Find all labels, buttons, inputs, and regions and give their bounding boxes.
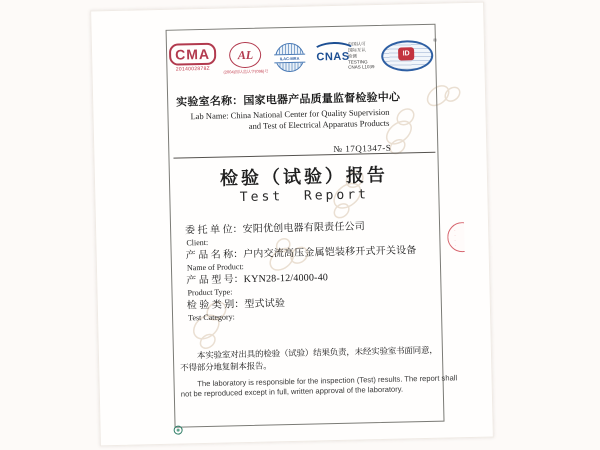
report-number-prefix: № — [333, 143, 343, 155]
field-label-en: Client: — [186, 237, 209, 248]
report-number-value: 17Q1347-S — [345, 142, 392, 154]
green-stamp-icon — [174, 426, 183, 435]
report-title-en: Test Report — [239, 187, 370, 206]
report-fields — [185, 220, 437, 326]
certificate-border-frame — [166, 24, 458, 428]
ilac-mra-label: ILAC-MRA — [274, 54, 305, 64]
accreditation-line: CNAS L1039 — [348, 64, 375, 71]
cnas-logo — [311, 42, 350, 73]
accreditation-line: 中国认可 — [347, 41, 366, 47]
field-value: 安阳优创电器有限责任公司 — [242, 221, 366, 236]
report-title-zh: 检验（试验）报告 — [219, 164, 389, 189]
field-test-category — [187, 295, 437, 323]
globe-icon — [381, 37, 437, 72]
field-value: KYN28-12/4000-40 — [243, 272, 329, 286]
ilac-globe-icon — [275, 43, 305, 73]
registered-trademark-icon: ® — [433, 37, 437, 44]
lab-name-zh-label: 实验室名称： — [176, 95, 244, 109]
accreditation-line: 国际互认 — [347, 47, 366, 53]
red-seal-text-marks: · · · · — [454, 227, 456, 248]
lab-name-en-label: Lab Name: — [190, 110, 229, 122]
al-logo — [223, 42, 269, 76]
field-label-en: Product Type: — [187, 287, 233, 298]
field-label-zh: 产 品 型 号： — [186, 274, 244, 287]
statement-block — [180, 344, 458, 400]
field-label-zh: 产 品 名 称： — [185, 249, 244, 262]
accreditation-line: 检测 — [347, 53, 357, 59]
field-value: 型式试验 — [244, 298, 286, 311]
al-mark-icon: AL — [229, 42, 262, 69]
lab-name-block — [176, 88, 433, 133]
accreditation-line: TESTING — [347, 58, 368, 65]
red-seal — [447, 222, 465, 256]
lab-name-en — [176, 106, 432, 133]
cma-number: 2014002878Z — [175, 65, 211, 73]
lab-name-en-line2: and Test of Electrical Apparatus Products — [248, 117, 390, 131]
field-label-zh: 检 验 类 别： — [186, 299, 245, 312]
statement-en-line1: The laboratory is responsible for the inspection (Test) results. The report shall — [197, 373, 458, 389]
lab-name-zh-value: 国家电器产品质量监督检验中心 — [243, 91, 401, 108]
cnas-label: CNAS — [316, 50, 350, 64]
field-client — [185, 220, 435, 248]
ilac-mra-logo — [275, 41, 305, 73]
statement-zh-line2: 不得部分地复制本报告。 — [180, 360, 272, 373]
al-caption: (2004)国认监认字(096)号 — [223, 68, 269, 75]
field-product-type — [186, 270, 436, 298]
field-product-name — [186, 245, 436, 273]
certification-logos-row — [169, 37, 437, 84]
globe-certification-logo — [381, 37, 437, 72]
field-value: 户内交流高压金属铠装移开式开关设备 — [243, 245, 417, 261]
statement-en-line2: not be reproduced except in full, written approval of the laboratory. — [180, 384, 404, 399]
red-seal-circle-icon — [447, 222, 465, 252]
field-label-en: Name of Product: — [186, 262, 244, 273]
statement-zh-line1: 本实验室对出具的检验（试验）结果负责，未经实验室书面同意， — [196, 344, 438, 361]
cma-mark-icon: CMA — [169, 43, 216, 66]
lab-name-en-line1: China National Center for Quality Supervision — [230, 106, 390, 121]
cma-logo — [169, 43, 217, 73]
globe-emblem-icon: ID — [398, 47, 414, 60]
field-label-en: Test Category: — [188, 312, 235, 323]
field-label-zh: 委 托 单 位： — [185, 224, 243, 237]
certificate-page — [90, 2, 494, 447]
